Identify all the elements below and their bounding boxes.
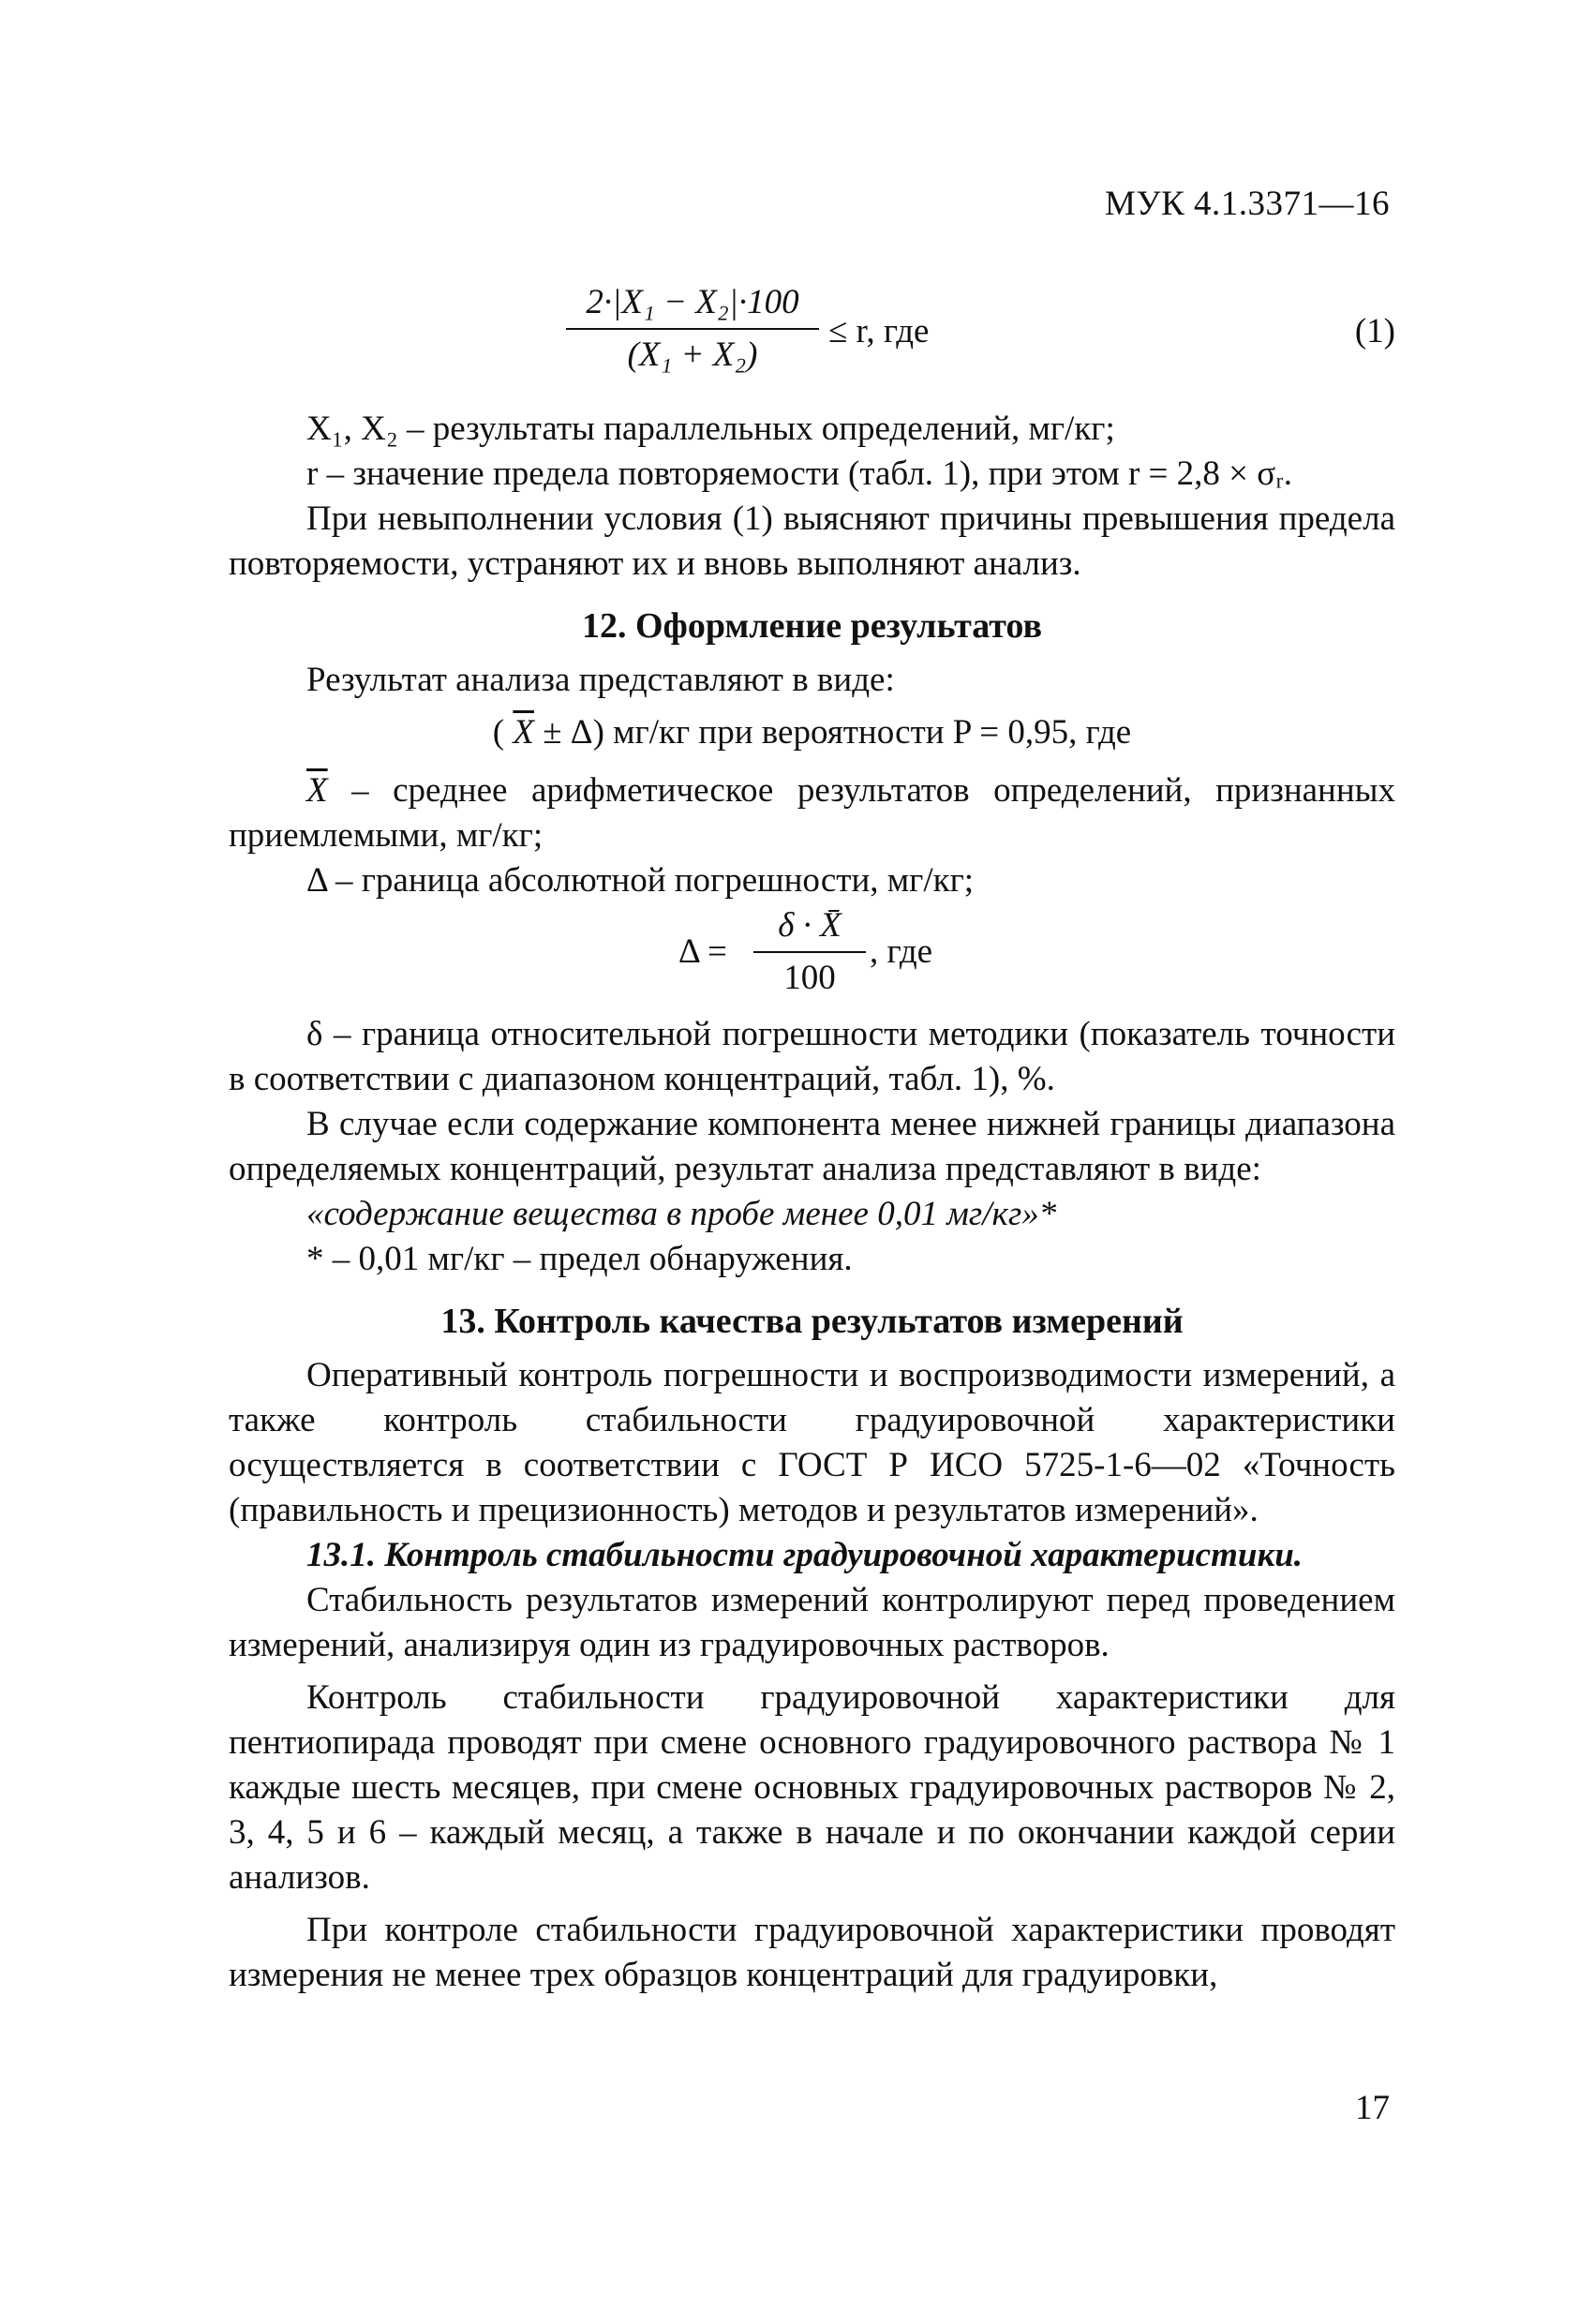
result-expression-rest: ± Δ) мг/кг при вероятности P = 0,95, где	[543, 713, 1132, 752]
footnote-detection-limit: * – 0,01 мг/кг – предел обнаружения.	[306, 1240, 853, 1278]
delta-numerator: δ · X̄	[778, 906, 842, 945]
definition-xbar	[229, 768, 1395, 858]
formula-number: (1)	[1354, 312, 1395, 350]
result-xbar: $\overline{X}$	[513, 713, 534, 752]
delta-formula	[229, 903, 1395, 1012]
delta-formula-left: Δ =	[678, 932, 727, 971]
subsection-13-1-heading: 13.1. Контроль стабильности градуировочной характеристики.	[306, 1536, 1304, 1574]
delta-denominator: 100	[783, 959, 836, 997]
xbar-definition: – среднее арифметическое результатов определений, признанных приемлемыми, мг/кг;	[229, 771, 1396, 855]
document-id-header: МУК 4.1.3371—16	[1104, 185, 1390, 223]
result-expression	[229, 710, 1395, 755]
result-quote: «содержание вещества в пробе менее 0,01 мг/кг»*	[306, 1195, 1057, 1233]
section-13-heading: 13. Контроль качества результатов измерений	[440, 1302, 1184, 1341]
repeatability-formula	[229, 281, 1395, 394]
formula-denominator: (X₁ + X₂)	[627, 335, 758, 374]
definition-delta-relative: δ – граница относительной погрешности методики (показатель точности в соответствии с диапазоном концентраций, табл. 1), %.	[229, 1015, 1395, 1098]
definition-r: r – значение предела повторяемости (табл. 1), при этом r = 2,8 × σᵣ.	[306, 454, 1292, 493]
page-content	[229, 281, 1395, 1998]
quality-control-paragraph: Оперативный контроль погрешности и воспроизводимости измерений, а также контроль стабильности градуировочной характеристики осуществляется в соответствии с ГОСТ Р ИСО 5725-1-6—02 «Точность (правильность и прецизионность) методов и результатов измерений».	[229, 1356, 1395, 1529]
fraction-bar	[566, 328, 819, 330]
stability-measurement-paragraph: При контроле стабильности градуировочной характеристики проводят измерения не менее трех образцов концентраций для градуировки,	[229, 1911, 1395, 1994]
low-concentration-paragraph: В случае если содержание компонента менее нижней границы диапазона определяемых концентраций, результат анализа представляют в виде:	[229, 1105, 1395, 1188]
stability-control-paragraph: Контроль стабильности градуировочной характеристики для пентиопирада проводят при смене основного градуировочного раствора № 1 каждые шесть месяцев, при смене основных градуировочных растворов № 2, 3, 4, 5 и 6 – каждый месяц, а также в начале и по окончании каждой серии анализов.	[229, 1678, 1395, 1897]
repeatability-paragraph: При невыполнении условия (1) выясняют причины превышения предела повторяемости, устраняют их и вновь выполняют анализ.	[229, 499, 1395, 583]
result-open-paren: (	[492, 713, 505, 752]
definition-x: X₁, X₂ – результаты параллельных определений, мг/кг;	[306, 410, 1115, 448]
formula-condition: ≤ r, где	[828, 312, 930, 350]
result-intro: Результат анализа представляют в виде:	[306, 661, 895, 699]
definition-delta: Δ – граница абсолютной погрешности, мг/кг;	[306, 861, 975, 900]
xbar-symbol: $\overline{X}$	[306, 771, 328, 810]
stability-paragraph: Стабильность результатов измерений контролируют перед проведением измерений, анализируя один из градуировочных растворов.	[229, 1581, 1395, 1664]
section-12-heading: 12. Оформление результатов	[581, 606, 1042, 646]
formula-numerator: 2·|X₁ − X₂|·100	[586, 283, 799, 321]
page-number: 17	[1355, 2089, 1390, 2127]
delta-fraction-bar	[753, 951, 866, 953]
delta-fraction	[753, 903, 866, 1001]
formula-fraction	[566, 281, 819, 377]
delta-formula-right: , где	[870, 932, 933, 971]
